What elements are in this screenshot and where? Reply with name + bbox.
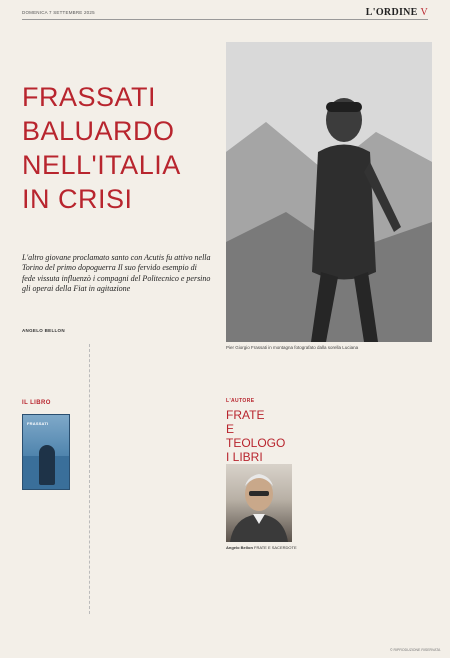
headline-line: IN CRISI [22, 184, 133, 214]
logo-suffix: V [420, 7, 428, 18]
newspaper-logo [366, 7, 428, 18]
headline-line: FRASSATI [22, 82, 157, 112]
author-tag: L'AUTORE [226, 398, 255, 404]
climber-photo-illustration [226, 42, 432, 342]
book-cover-title: FRASSATI [27, 421, 49, 426]
masthead [22, 6, 428, 20]
article-headline [22, 80, 202, 216]
logo-text: L'ORDINE [365, 7, 418, 18]
author-name: Angelo Bellon [226, 545, 253, 550]
book-box-label: IL LIBRO [22, 400, 51, 406]
main-photo [226, 42, 432, 342]
author-headline-line: E TEOLOGO [226, 422, 286, 450]
book-cover-image [22, 414, 70, 490]
author-headline-line: I LIBRI [226, 450, 263, 464]
article-deck: L'altro giovane proclamato santo con Acutis fu attivo nella Torino del primo dopoguerra Il suo fervido esempio di fede vissuta influenzò i compagni del Politecnico e persino gli operai della Fiat in agitazione [22, 253, 211, 294]
headline-line: NELL'ITALIA [22, 150, 181, 180]
copyright-notice: © RIPRODUZIONE RISERVATA [390, 648, 441, 652]
author-portrait-illustration [226, 464, 292, 542]
author-role: FRATE E SACERDOTE [254, 545, 297, 550]
author-photo [226, 464, 292, 542]
headline-line: BALUARDO [22, 116, 175, 146]
author-headline-line: FRATE [226, 408, 265, 422]
book-cover-figure [39, 445, 55, 485]
main-photo-caption: Pier Giorgio Frassati in montagna fotografato dalla sorella Luciana [226, 345, 359, 350]
byline: ANGELO BELLON [22, 328, 65, 333]
issue-date: DOMENICA 7 SETTEMBRE 2025 [22, 10, 95, 15]
author-photo-caption [226, 545, 297, 550]
